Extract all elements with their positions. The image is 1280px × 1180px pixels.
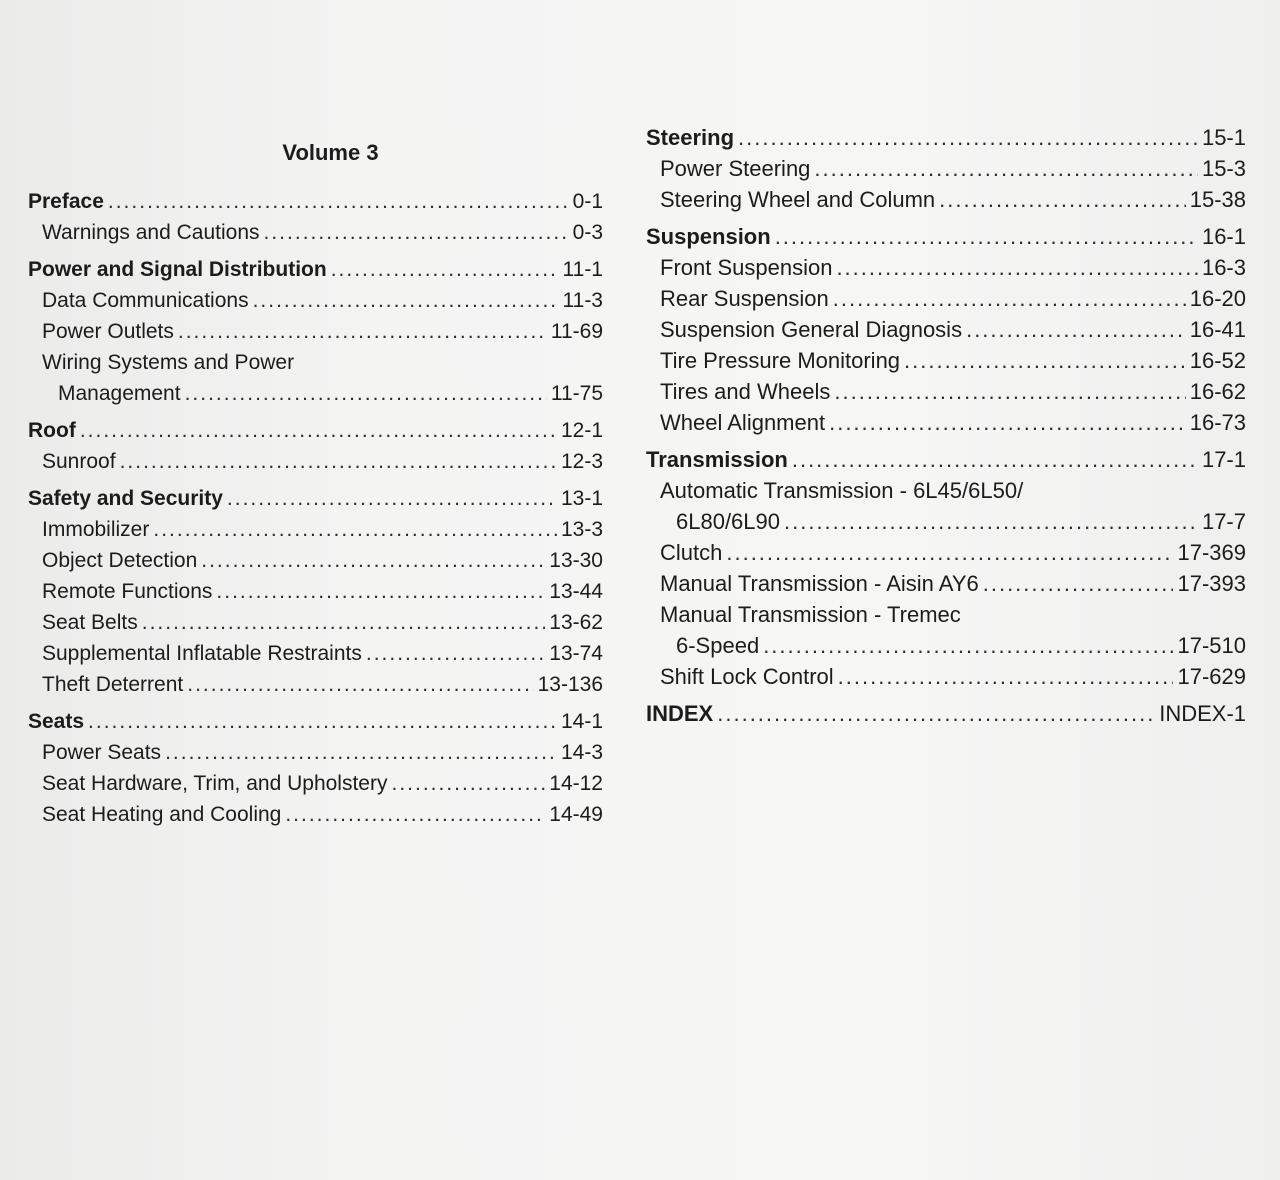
toc-page-number: 17-629: [1177, 664, 1246, 689]
dot-leader: [833, 283, 1186, 314]
toc-entry: [646, 314, 1246, 345]
toc-section-heading: [28, 706, 603, 737]
toc-section-heading: [646, 444, 1246, 475]
toc-page-number: 13-1: [560, 487, 603, 510]
toc-label: Rear Suspension: [660, 286, 829, 311]
toc-left-column: [28, 132, 603, 836]
dot-leader: [120, 446, 557, 477]
toc-label: Steering: [646, 125, 735, 150]
dot-leader: [738, 122, 1198, 153]
toc-page-number: 11-69: [550, 320, 603, 343]
toc-page-number: INDEX-1: [1159, 701, 1246, 726]
toc-label: INDEX: [646, 701, 714, 726]
toc-entry: [646, 376, 1246, 407]
dot-leader: [178, 316, 547, 347]
toc-page-number: 16-1: [1201, 224, 1246, 249]
dot-leader: [966, 314, 1186, 345]
dot-leader: [185, 378, 547, 409]
toc-section: [28, 254, 603, 409]
dot-leader: [216, 576, 545, 607]
toc-section: [28, 706, 603, 830]
toc-label: Management: [58, 382, 181, 405]
bleed-through-text: [640, 760, 1240, 1160]
toc-entry: [28, 316, 603, 347]
toc-label: Warnings and Cautions: [42, 221, 260, 244]
toc-label: Clutch: [660, 540, 723, 565]
toc-entry: [28, 446, 603, 477]
toc-label: Power Steering: [660, 156, 811, 181]
toc-page-number: 16-73: [1189, 410, 1246, 435]
toc-section-heading: [646, 698, 1246, 729]
dot-leader: [836, 252, 1198, 283]
toc-page-number: 15-1: [1201, 125, 1246, 150]
toc-page-number: 16-62: [1189, 379, 1246, 404]
toc-page-number: 13-62: [549, 611, 603, 634]
toc-entry: [646, 184, 1246, 215]
toc-entry: [28, 378, 603, 409]
toc-entry: [28, 607, 603, 638]
toc-page-number: 14-3: [560, 741, 603, 764]
toc-label: Suspension General Diagnosis: [660, 317, 963, 342]
toc-section: [646, 221, 1246, 438]
dot-leader: [264, 217, 569, 248]
toc-section-heading: [28, 186, 603, 217]
toc-section-heading: [646, 221, 1246, 252]
toc-right-column: [646, 122, 1246, 735]
toc-label: Tires and Wheels: [660, 379, 831, 404]
dot-leader: [726, 537, 1173, 568]
dot-leader: [829, 407, 1186, 438]
toc-entry: [28, 669, 603, 700]
toc-entry: [646, 345, 1246, 376]
toc-page-number: 13-44: [549, 580, 603, 603]
dot-leader: [366, 638, 545, 669]
toc-page-number: 17-393: [1177, 571, 1246, 596]
dot-leader: [187, 669, 533, 700]
toc-label: Power Seats: [42, 741, 162, 764]
toc-label: Transmission: [646, 447, 788, 472]
toc-label: Seat Belts: [42, 611, 138, 634]
toc-label: Object Detection: [42, 549, 198, 572]
toc-entry: [646, 599, 1246, 630]
dot-leader: [784, 506, 1198, 537]
toc-page-number: 0-1: [572, 190, 603, 213]
toc-section: [646, 698, 1246, 729]
toc-page-number: 13-30: [549, 549, 603, 572]
toc-entry: [646, 252, 1246, 283]
toc-entry: [28, 638, 603, 669]
toc-entry: [28, 217, 603, 248]
toc-label: 6-Speed: [676, 633, 760, 658]
toc-label: Power and Signal Distribution: [28, 258, 327, 281]
toc-label: Supplemental Inflatable Restraints: [42, 642, 362, 665]
toc-entry: [646, 568, 1246, 599]
toc-page-number: 16-3: [1201, 255, 1246, 280]
dot-leader: [834, 376, 1185, 407]
toc-page-number: 11-1: [562, 258, 603, 281]
toc-label: Seat Heating and Cooling: [42, 803, 282, 826]
dot-leader: [939, 184, 1186, 215]
toc-label: Power Outlets: [42, 320, 174, 343]
toc-section-heading: [28, 483, 603, 514]
dot-leader: [391, 768, 545, 799]
dot-leader: [88, 706, 557, 737]
toc-page-number: 14-12: [549, 772, 603, 795]
toc-label: Suspension: [646, 224, 771, 249]
toc-entry: [28, 545, 603, 576]
dot-leader: [763, 630, 1173, 661]
toc-page-number: 14-1: [560, 710, 603, 733]
toc-section-heading: [646, 122, 1246, 153]
right-sections: [646, 122, 1246, 729]
toc-section-heading: [28, 254, 603, 285]
toc-entry: [28, 799, 603, 830]
toc-page-number: 12-1: [560, 419, 603, 442]
toc-label: 6L80/6L90: [676, 509, 780, 534]
toc-label: Seat Hardware, Trim, and Upholstery: [42, 772, 388, 795]
toc-page-number: 0-3: [572, 221, 603, 244]
toc-page-number: 15-38: [1189, 187, 1246, 212]
toc-section: [646, 122, 1246, 215]
toc-page-number: 17-1: [1201, 447, 1246, 472]
dot-leader: [142, 607, 546, 638]
toc-entry: [28, 514, 603, 545]
dot-leader: [331, 254, 559, 285]
volume-title: Volume 3: [282, 140, 379, 165]
toc-entry: [28, 576, 603, 607]
toc-page-number: 17-510: [1177, 633, 1246, 658]
toc-label: Manual Transmission - Tremec: [660, 602, 961, 627]
dot-leader: [201, 545, 545, 576]
toc-page-number: 15-3: [1201, 156, 1246, 181]
dot-leader: [108, 186, 569, 217]
toc-label: Remote Functions: [42, 580, 213, 603]
toc-entry: [28, 737, 603, 768]
dot-leader: [904, 345, 1186, 376]
toc-section-heading: [28, 415, 603, 446]
toc-page-number: 16-41: [1189, 317, 1246, 342]
toc-page-number: 12-3: [560, 450, 603, 473]
dot-leader: [775, 221, 1198, 252]
toc-label: Front Suspension: [660, 255, 833, 280]
toc-label: Data Communications: [42, 289, 249, 312]
dot-leader: [153, 514, 557, 545]
toc-label: Roof: [28, 419, 76, 442]
dot-leader: [717, 698, 1155, 729]
toc-page-number: 13-74: [549, 642, 603, 665]
dot-leader: [792, 444, 1198, 475]
toc-entry: [646, 283, 1246, 314]
dot-leader: [80, 415, 557, 446]
toc-page-number: 17-369: [1177, 540, 1246, 565]
toc-entry: [28, 285, 603, 316]
toc-label: Tire Pressure Monitoring: [660, 348, 901, 373]
toc-entry: [646, 506, 1246, 537]
dot-leader: [838, 661, 1174, 692]
toc-label: Sunroof: [42, 450, 116, 473]
toc-entry: [646, 630, 1246, 661]
toc-section: [28, 483, 603, 700]
toc-entry: [646, 661, 1246, 692]
toc-page-number: 11-75: [550, 382, 603, 405]
toc-label: Automatic Transmission - 6L45/6L50/: [660, 478, 1024, 503]
toc-entry: [646, 407, 1246, 438]
toc-label: Wiring Systems and Power: [42, 351, 295, 374]
dot-leader: [253, 285, 559, 316]
toc-label: Safety and Security: [28, 487, 223, 510]
toc-label: Theft Deterrent: [42, 673, 184, 696]
toc-entry: [28, 768, 603, 799]
toc-page-number: 16-52: [1189, 348, 1246, 373]
toc-section: [28, 415, 603, 477]
toc-page-number: 11-3: [562, 289, 603, 312]
toc-page-number: 14-49: [549, 803, 603, 826]
toc-page-number: 13-136: [537, 673, 603, 696]
toc-label: Manual Transmission - Aisin AY6: [660, 571, 979, 596]
toc-page-number: 13-3: [560, 518, 603, 541]
toc-label: Wheel Alignment: [660, 410, 826, 435]
toc-label: Steering Wheel and Column: [660, 187, 936, 212]
toc-entry: [28, 347, 603, 378]
toc-section: [28, 186, 603, 248]
toc-entry: [646, 475, 1246, 506]
dot-leader: [285, 799, 545, 830]
toc-label: Preface: [28, 190, 104, 213]
toc-label: Shift Lock Control: [660, 664, 834, 689]
dot-leader: [983, 568, 1174, 599]
left-sections: [28, 186, 603, 830]
toc-label: Immobilizer: [42, 518, 150, 541]
toc-section: [646, 444, 1246, 692]
toc-entry: [646, 153, 1246, 184]
toc-page-number: 17-7: [1201, 509, 1246, 534]
toc-page-number: 16-20: [1189, 286, 1246, 311]
dot-leader: [165, 737, 557, 768]
toc-entry: [646, 537, 1246, 568]
toc-label: Seats: [28, 710, 85, 733]
dot-leader: [814, 153, 1198, 184]
dot-leader: [227, 483, 557, 514]
